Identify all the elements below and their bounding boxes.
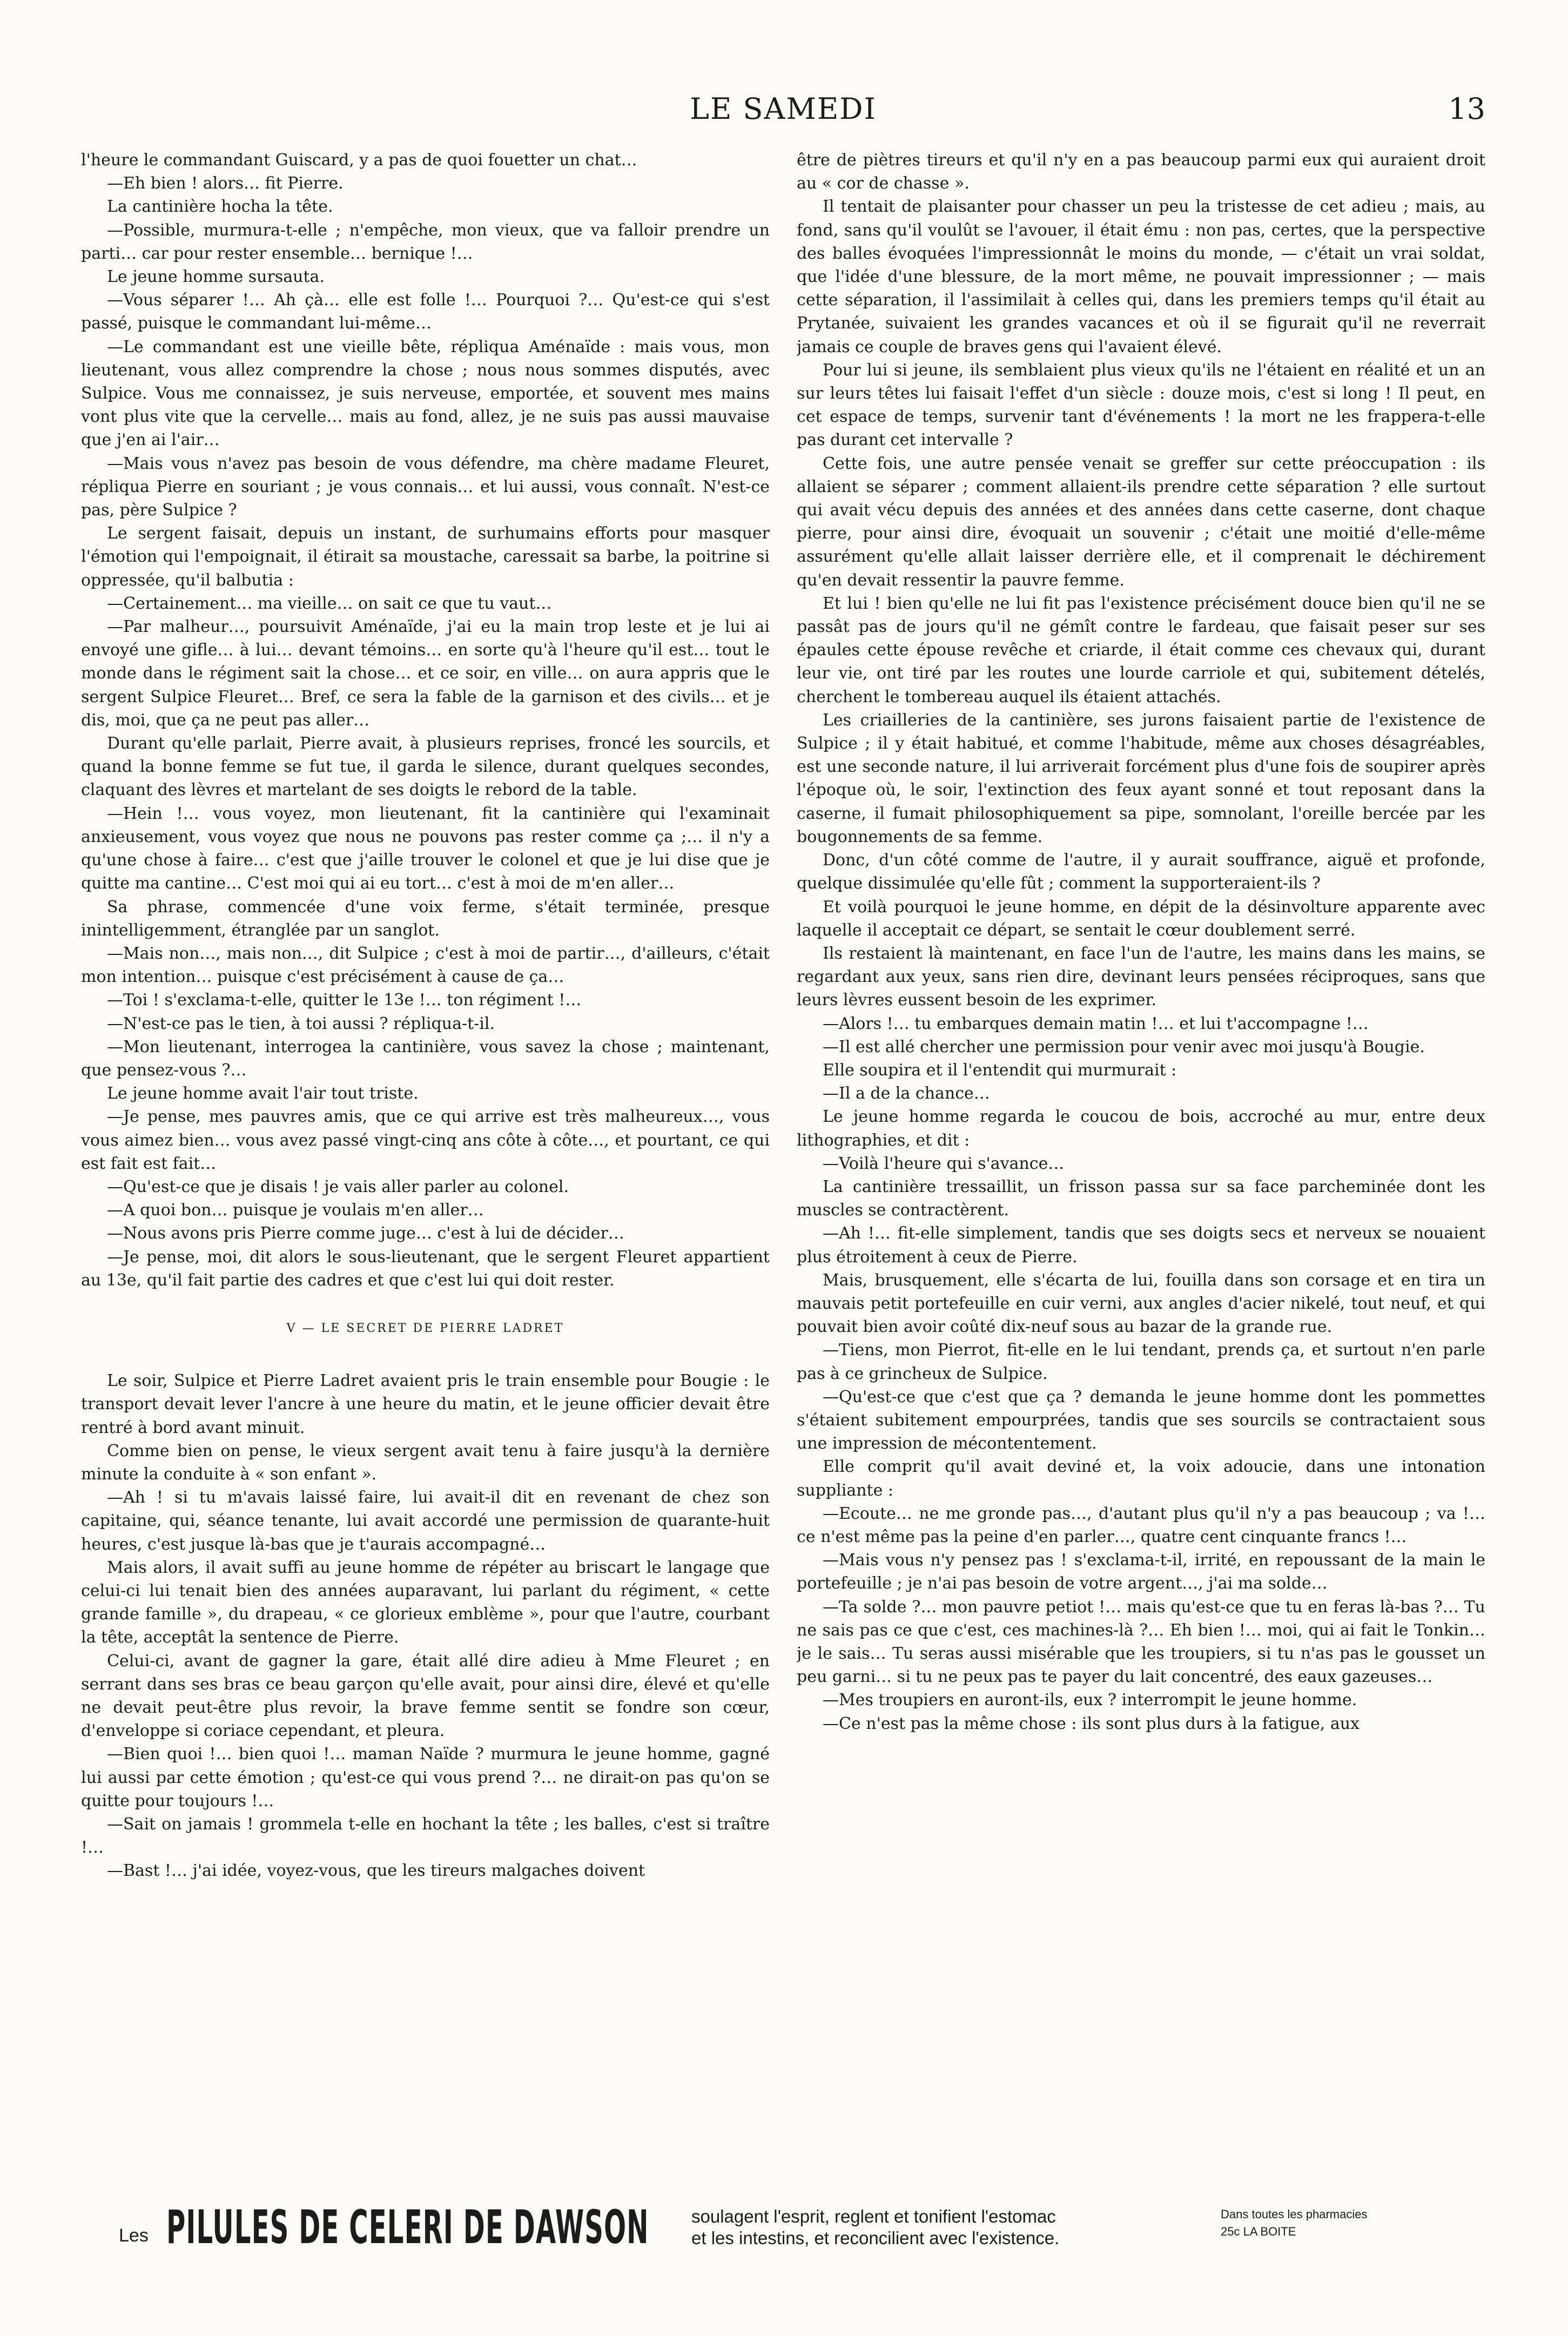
paragraph: Pour lui si jeune, ils semblaient plus vieux qu'ils ne l'étaient en réalité et un an sur leurs têtes lui faisait l'effet d'un siècle : douze mois, c'est si long ! Il peut, en cet espace de temps, survenir tant d'événements ! la mort ne les frappera-t-elle pas durant cet intervalle ?: [797, 360, 1485, 450]
paragraph: Durant qu'elle parlait, Pierre avait, à plusieurs reprises, froncé les sourcils, et quand la bonne femme se fut tue, il garda le silence, durant quelques secondes, claquant des lèvres et martelant de ses doigts le rebord de la table.: [81, 734, 770, 800]
paragraph: —Mon lieutenant, interrogea la cantinière, vous savez la chose ; maintenant, que pensez-vous ?…: [81, 1037, 770, 1080]
paragraph: —Ce n'est pas la même chose : ils sont plus durs à la fatigue, aux: [823, 1714, 1360, 1733]
ad-note-line: 25c LA BOITE: [1221, 2225, 1296, 2238]
paragraph: Le jeune homme avait l'air tout triste.: [107, 1084, 419, 1103]
paragraph: —Possible, murmura-t-elle ; n'empêche, mon vieux, que va falloir prendre un parti… car pour rester ensemble… bernique !…: [81, 220, 770, 263]
paragraph: —Bast !… j'ai idée, voyez-vous, que les tireurs malgaches doivent: [107, 1861, 645, 1881]
paragraph: —Qu'est-ce que c'est que ça ? demanda le jeune homme dont les pommettes s'étaient subitement empourprées, tandis que ses sourcils se contractaient sous une impression de mécontentement.: [797, 1387, 1485, 1453]
paragraph: Le soir, Sulpice et Pierre Ladret avaient pris le train ensemble pour Bougie : le transport devait lever l'ancre à une heure du matin, et le jeune officier devait être rentré à bord avant minuit.: [81, 1371, 770, 1437]
paragraph: Cette fois, une autre pensée venait se greffer sur cette préoccupation : ils allaient se séparer ; comment allaient-ils prendre cette séparation ? elle surtout qui avait vécu depuis des années et des années dans cette caserne, dont chaque pierre, pour ainsi dire, évoquait un souvenir ; c'était une moitié d'elle-même assurément qu'elle allait laisser derrière elle, et il comprenait le déchirement qu'en devait ressentir la pauvre femme.: [797, 454, 1485, 590]
paragraph: —Vous séparer !… Ah çà… elle est folle !… Pourquoi ?… Qu'est-ce qui s'est passé, puisque le commandant lui-même…: [81, 291, 770, 333]
paragraph: Le jeune homme regarda le coucou de bois, accroché au mur, entre deux lithographies, et dit :: [797, 1107, 1485, 1150]
paragraph: Celui-ci, avant de gagner la gare, était allé dire adieu à Mme Fleuret ; en serrant dans ses bras ce beau garçon qu'elle avait, pour ainsi dire, élevé et qu'elle ne devait peut-être plus revoir, la brave femme sentit se fondre son cœur, d'enveloppe si coriace cependant, et pleura.: [81, 1651, 770, 1741]
ad-prefix: Les: [119, 2225, 149, 2246]
ad-slogan: [691, 2206, 1059, 2249]
paragraph: La cantinière tressaillit, un frisson passa sur sa face parcheminée dont les muscles se contractèrent.: [797, 1177, 1485, 1220]
paragraph: —Mais vous n'y pensez pas ! s'exclama-t-il, irrité, en repoussant de la main le portefeuille ; je n'ai pas besoin de votre argent…, j'ai ma solde…: [797, 1551, 1485, 1593]
paragraph: Elle comprit qu'il avait deviné et, la voix adoucie, dans une intonation suppliante :: [797, 1457, 1485, 1500]
paragraph: —Nous avons pris Pierre comme juge… c'est à lui de décider…: [107, 1224, 624, 1243]
ad-slogan-line: et les intestins, et reconcilient avec l'existence.: [691, 2228, 1060, 2248]
ad-brand-name: PILULES DE CELERI DE DAWSON: [166, 2200, 649, 2254]
paragraph: Il tentait de plaisanter pour chasser un peu la tristesse de cet adieu ; mais, au fond, sans qu'il voulût se l'avouer, il était ému : non pas, certes, que la perspective des balles évoquées l'impressionnât le moins du monde, — c'était un vrai soldat, que l'idée d'une blessure, de la mort même, ne pouvait impressionner ; — mais cette séparation, il l'assimilait à celles qui, dans les premiers temps qu'il était au Prytanée, suivaient les grandes vacances et où il se figurait qu'il ne reverrait jamais ce couple de braves gens qui l'avaient élevé.: [797, 197, 1485, 356]
advertisement-banner: [119, 2198, 1496, 2263]
section-heading: V — LE SECRET DE PIERRE LADRET: [286, 1321, 564, 1335]
paragraph: —Tiens, mon Pierrot, fit-elle en le lui tendant, prends ça, et surtout n'en parle pas à ce grincheux de Sulpice.: [797, 1341, 1485, 1383]
paragraph: —Mais non…, mais non…, dit Sulpice ; c'est à moi de partir…, d'ailleurs, c'était mon intention… puisque c'est précisément à cause de ça…: [81, 944, 770, 987]
paragraph: —Il est allé chercher une permission pour venir avec moi jusqu'à Bougie.: [823, 1037, 1425, 1056]
paragraph: Mais alors, il avait suffi au jeune homme de répéter au briscart le langage que celui-ci lui tenait bien des années auparavant, lui parlant du régiment, « cette grande famille », du drapeau, « ce glorieux emblème », pour que l'autre, courbant la tête, acceptât la sentence de Pierre.: [81, 1558, 770, 1647]
paragraph: —Le commandant est une vieille bête, répliqua Aménaïde : mais vous, mon lieutenant, vous allez comprendre la chose ; nous nous sommes disputés, avec Sulpice. Vous me connaissez, je suis nerveuse, emportée, et souvent mes mains vont plus vite que la cervelle… mais au fond, allez, je ne suis pas aussi mauvaise que j'en ai l'air…: [81, 337, 770, 450]
paragraph: —Ecoute… ne me gronde pas…, d'autant plus qu'il n'y a pas beaucoup ; va !… ce n'est même pas la peine d'en parler…, quatre cent cinquante francs !…: [797, 1504, 1485, 1546]
paragraph: —Mes troupiers en auront-ils, eux ? interrompit le jeune homme.: [823, 1691, 1357, 1710]
running-title: LE SAMEDI: [690, 92, 877, 126]
paragraph: Comme bien on pense, le vieux sergent avait tenu à faire jusqu'à la dernière minute la conduite à « son enfant ».: [81, 1441, 770, 1484]
paragraph: Ils restaient là maintenant, en face l'un de l'autre, les mains dans les mains, se regardant aux yeux, sans rien dire, devinant leurs pensées réciproques, sans que leurs lèvres eussent besoin de les exprimer.: [797, 944, 1485, 1010]
right-column: [797, 149, 1485, 2179]
page-header: [81, 92, 1485, 135]
ad-note-line: Dans toutes les pharmacies: [1221, 2207, 1368, 2221]
paragraph: —Mais vous n'avez pas besoin de vous défendre, ma chère madame Fleuret, répliqua Pierre en souriant ; je vous connais… et lui aussi, vous connaît. N'est-ce pas, père Sulpice ?: [81, 454, 770, 520]
paragraph: —Je pense, mes pauvres amis, que ce qui arrive est très malheureux…, vous vous aimez bien… vous avez passé vingt-cinq ans côte à côte…, et pourtant, ce qui est fait est fait…: [81, 1107, 770, 1173]
paragraph: —Sait on jamais ! grommela t-elle en hochant la tête ; les balles, c'est si traître !…: [81, 1815, 770, 1857]
paragraph: —Alors !… tu embarques demain matin !… et lui t'accompagne !…: [823, 1014, 1369, 1033]
paragraph: —Voilà l'heure qui s'avance…: [823, 1154, 1065, 1173]
paragraph: —Toi ! s'exclama-t-elle, quitter le 13e !… ton régiment !…: [107, 991, 582, 1010]
paragraph: La cantinière hocha la tête.: [107, 197, 333, 217]
paragraph: Et voilà pourquoi le jeune homme, en dépit de la désinvolture apparente avec laquelle il acceptait ce départ, se sentait le cœur doublement serré.: [797, 897, 1485, 940]
paragraph: Donc, d'un côté comme de l'autre, il y aurait souffrance, aiguë et profonde, quelque dissimulée qu'elle fût ; comment la supporteraient-ils ?: [797, 851, 1485, 893]
paragraph: —Qu'est-ce que je disais ! je vais aller parler au colonel.: [107, 1177, 569, 1196]
paragraph: Sa phrase, commencée d'une voix ferme, s'était terminée, presque inintelligemment, étranglée par un sanglot.: [81, 897, 770, 940]
paragraph: Et lui ! bien qu'elle ne lui fit pas l'existence précisément douce bien qu'il ne se passât pas de jours qu'il ne gémît contre le fardeau, que faisait peser sur ses épaules cette épouse revêche et criarde, il était comme ces chevaux qui, durant leur vie, ont tiré par les routes une lourde carriole et qui, subitement dételés, cherchent le tombereau auquel ils étaient attachés.: [797, 594, 1485, 706]
paragraph: —Par malheur…, poursuivit Aménaïde, j'ai eu la main trop leste et je lui ai envoyé une gifle… à lui… devant témoins… en sorte qu'à l'heure qu'il est… tout le monde dans le régiment sait la chose… et ce soir, en ville… on aura appris que le sergent Sulpice Fleuret… Bref, ce sera la fable de la garnison et des civils… et je dis, moi, que ça ne peut pas aller…: [81, 617, 770, 730]
left-column: [81, 149, 770, 2179]
paragraph: Elle soupira et il l'entendit qui murmurait :: [823, 1060, 1177, 1080]
paragraph: —Hein !… vous voyez, mon lieutenant, fit la cantinière qui l'examinait anxieusement, vous voyez que nous ne pouvons pas rester comme ça ;… il n'y a qu'une chose à faire… c'est que j'aille trouver le colonel et que je lui dise que je quitte ma cantine… C'est moi qui ai eu tort… c'est à moi de m'en aller…: [81, 804, 770, 893]
paragraph: —Eh bien ! alors… fit Pierre.: [107, 174, 344, 193]
paragraph: l'heure le commandant Guiscard, y a pas de quoi fouetter un chat…: [81, 151, 637, 170]
paragraph: —Il a de la chance…: [823, 1084, 990, 1103]
paragraph: —Ah !… fit-elle simplement, tandis que ses doigts secs et nerveux se nouaient plus étroitement à ceux de Pierre.: [797, 1224, 1485, 1267]
ad-slogan-line: soulagent l'esprit, reglent et tonifient l'estomac: [691, 2206, 1056, 2226]
paragraph: Le sergent faisait, depuis un instant, de surhumains efforts pour masquer l'émotion qui l'empoignait, il étirait sa moustache, caressait sa barbe, la poitrine si oppressée, qu'il balbutia :: [81, 524, 770, 590]
paragraph: —N'est-ce pas le tien, à toi aussi ? répliqua-t-il.: [107, 1014, 495, 1033]
paragraph: Le jeune homme sursauta.: [107, 267, 325, 287]
ad-price-note: [1221, 2206, 1491, 2240]
paragraph: Les criailleries de la cantinière, ses jurons faisaient partie de l'existence de Sulpice ; il y était habitué, et comme l'habitude, même aux choses désagréables, est une seconde nature, il lui arriverait forcément plus d'une fois de soupirer après l'époque où, le soir, l'extinction des feux ayant sonné et tout reposant dans la caserne, il fumait philosophiquement sa pipe, somnolant, l'oreille bercée par les bougonnements de sa femme.: [797, 710, 1485, 846]
paragraph: —Ta solde ?… mon pauvre petiot !… mais qu'est-ce que tu en feras là-bas ?… Tu ne sais pas ce que c'est, ces machines-là ?… Eh bien !… moi, qui ai fait le Tonkin… je le sais… Tu seras aussi misérable que les troupiers, si tu n'as pas le gousset un peu garni… si tu ne peux pas te payer du lait concentré, des eaux gazeuses…: [797, 1597, 1485, 1687]
paragraph: —A quoi bon… puisque je voulais m'en aller…: [107, 1201, 484, 1220]
paragraph: —Bien quoi !… bien quoi !… maman Naïde ? murmura le jeune homme, gagné lui aussi par cette émotion ; qu'est-ce qui vous prend ?… ne dirait-on pas qu'on se quitte pour toujours !…: [81, 1745, 770, 1810]
page-number: 13: [1448, 92, 1485, 126]
paragraph: —Je pense, moi, dit alors le sous-lieutenant, que le sergent Fleuret appartient au 13e, qu'il fait partie des cadres et que c'est lui qui doit rester.: [81, 1247, 770, 1290]
paragraph: Mais, brusquement, elle s'écarta de lui, fouilla dans son corsage et en tira un mauvais petit portefeuille en cuir verni, aux angles d'acier nikelé, tout neuf, et qui pouvait bien avoir coûté dix-neuf sous au bazar de la grande rue.: [797, 1270, 1485, 1337]
paragraph: être de piètres tireurs et qu'il n'y en a pas beaucoup parmi eux qui auraient droit au « cor de chasse ».: [797, 151, 1485, 193]
paragraph: —Ah ! si tu m'avais laissé faire, lui avait-il dit en revenant de chez son capitaine, qui, séance tenante, lui avait accordé une permission de quarante-huit heures, c'est jusque là-bas que je t'aurais accompagné…: [81, 1488, 770, 1554]
paragraph: —Certainement… ma vieille… on sait ce que tu vaut…: [107, 594, 552, 613]
